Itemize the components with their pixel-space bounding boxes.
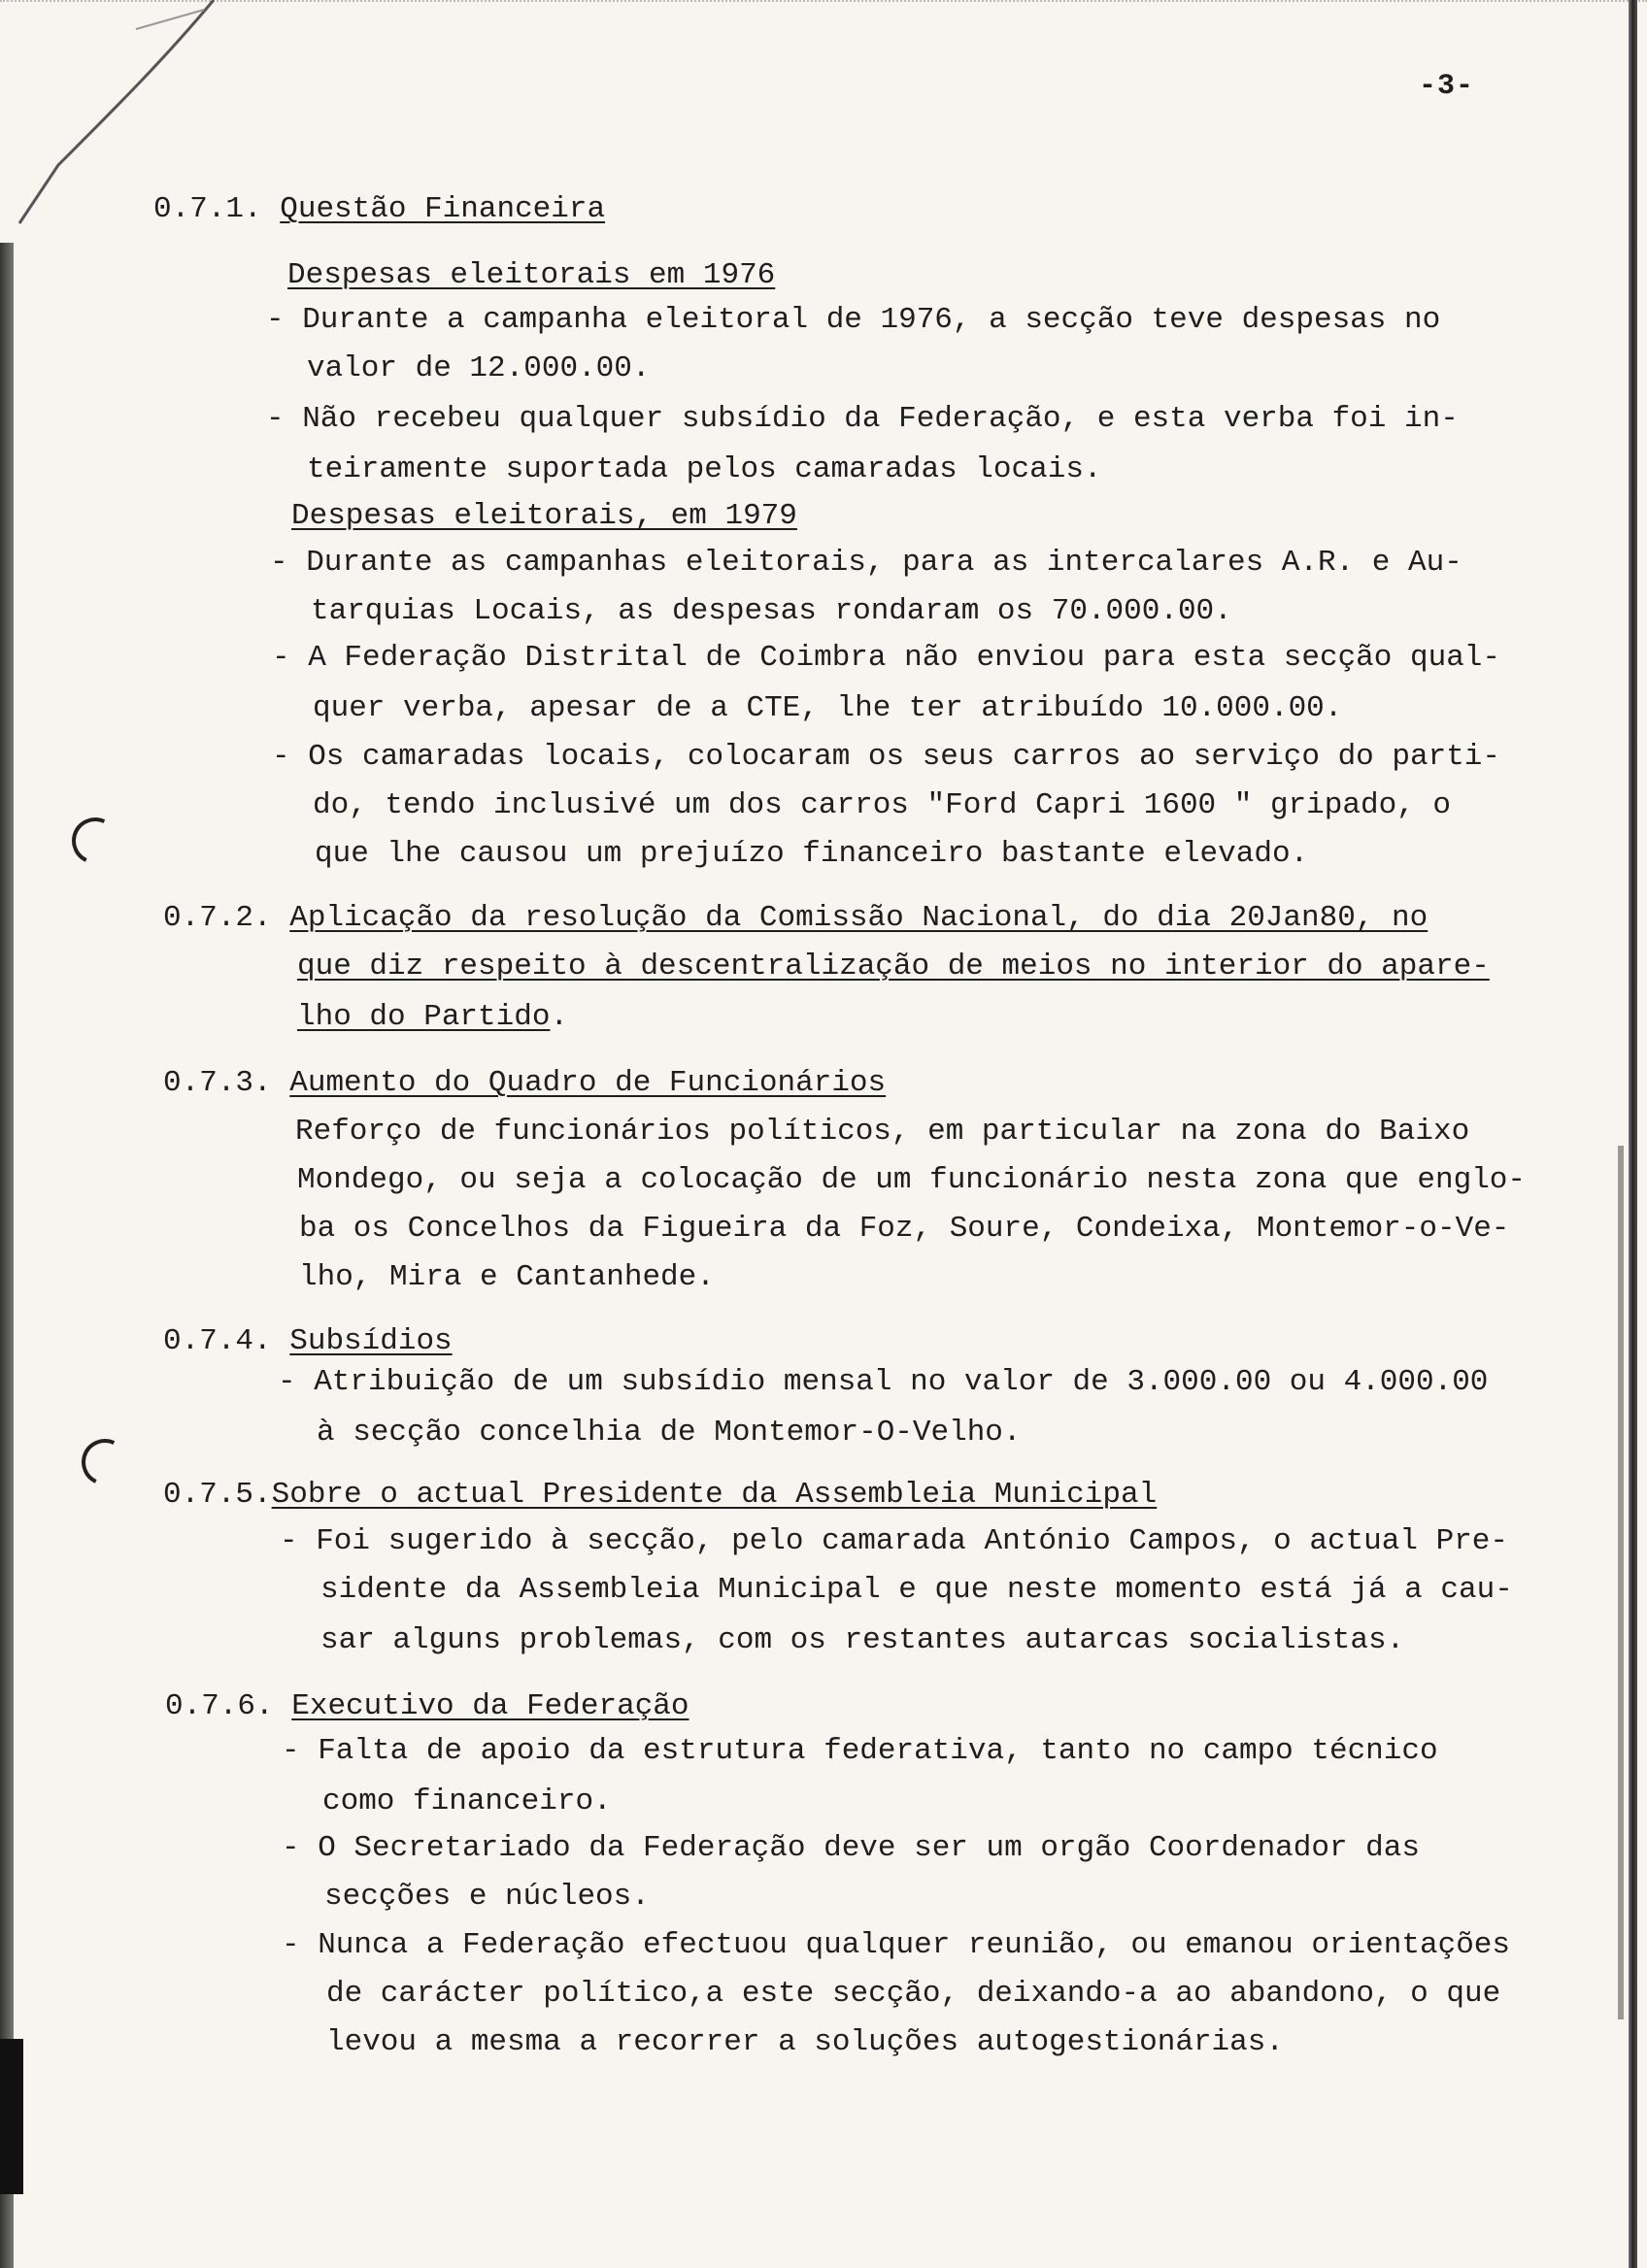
body-line: Mondego, ou seja a colocação de um funcionário nesta zona que englo-	[297, 1163, 1527, 1197]
section-0-7-5-heading	[163, 1478, 1157, 1513]
body-line: lho, Mira e Cantanhede.	[299, 1260, 715, 1294]
section-number: 0.7.3.	[163, 1066, 272, 1100]
bullet-line: - Atribuição de um subsídio mensal no valor de 3.000.00 ou 4.000.00	[278, 1365, 1489, 1399]
bullet-line: - Foi sugerido à secção, pelo camarada António Campos, o actual Pre-	[280, 1524, 1509, 1558]
bullet-line: - Durante as campanhas eleitorais, para as intercalares A.R. e Au-	[270, 546, 1462, 580]
bullet-line: teiramente suportada pelos camaradas locais.	[307, 452, 1102, 486]
bullet-line: - A Federação Distrital de Coimbra não enviou para esta secção qual-	[272, 641, 1501, 675]
section-title-line	[297, 1000, 568, 1035]
bullet-line: secções e núcleos.	[324, 1880, 650, 1914]
body-line: Reforço de funcionários políticos, em particular na zona do Baixo	[295, 1115, 1470, 1149]
bullet-line: sar alguns problemas, com os restantes autarcas socialistas.	[320, 1623, 1405, 1657]
section-title: Questão Financeira	[280, 192, 606, 226]
scan-left-clip	[0, 2039, 23, 2194]
section-title-period: .	[550, 1000, 569, 1034]
section-title: Sobre o actual Presidente da Assembleia Municipal	[271, 1478, 1158, 1512]
scan-right-edge	[1629, 0, 1637, 2268]
bullet-line: tarquias Locais, as despesas rondaram os 70.000.00.	[311, 594, 1232, 628]
bullet-line: - O Secretariado da Federação deve ser um orgão Coordenador das	[282, 1831, 1420, 1865]
section-title-line: Aplicação da resolução da Comissão Nacional, do dia 20Jan80, no	[289, 901, 1429, 935]
section-0-7-4-heading	[163, 1324, 453, 1359]
section-title: Aumento do Quadro de Funcionários	[289, 1066, 887, 1100]
section-title: Subsídios	[289, 1324, 453, 1358]
bullet-line: sidente da Assembleia Municipal e que neste momento está já a cau-	[320, 1573, 1513, 1607]
scan-left-edge	[0, 243, 14, 2268]
subheading-1976: Despesas eleitorais em 1976	[287, 258, 776, 292]
bullet-line: à secção concelhia de Montemor-O-Velho.	[317, 1416, 1022, 1450]
bullet-line: - Durante a campanha eleitoral de 1976, a secção teve despesas no	[266, 303, 1441, 337]
bullet-line: - Os camaradas locais, colocaram os seus carros ao serviço do parti-	[272, 740, 1501, 774]
bullet-line: - Nunca a Federação efectuou qualquer reunião, ou emanou orientações	[282, 1928, 1511, 1962]
bullet-line: como financeiro.	[322, 1784, 612, 1818]
bullet-line: quer verba, apesar de a CTE, lhe ter atribuído 10.000.00.	[313, 691, 1343, 725]
section-0-7-2-heading	[163, 901, 1428, 936]
bullet-line: - Falta de apoio da estrutura federativa, tanto no campo técnico	[282, 1734, 1438, 1768]
section-title-end: lho do Partido	[297, 1000, 551, 1034]
section-0-7-6-heading	[165, 1689, 689, 1724]
section-number: 0.7.1.	[153, 192, 262, 226]
scan-top-edge	[0, 0, 1647, 8]
bullet-line: valor de 12.000.00.	[307, 351, 651, 385]
body-line: ba os Concelhos da Figueira da Foz, Soure, Condeixa, Montemor-o-Ve-	[299, 1212, 1510, 1246]
bullet-line: de carácter político,a este secção, deixando-a ao abandono, o que	[326, 1977, 1501, 2011]
section-number: 0.7.2.	[163, 901, 272, 935]
section-0-7-1-heading	[153, 192, 605, 227]
section-title: Executivo da Federação	[291, 1689, 689, 1723]
section-title-line: que diz respeito à descentralização de meios no interior do apare-	[297, 950, 1490, 984]
subheading-1979: Despesas eleitorais, em 1979	[291, 499, 797, 533]
page-number: -3-	[1418, 70, 1474, 103]
bullet-line: - Não recebeu qualquer subsídio da Federação, e esta verba foi in-	[266, 402, 1459, 436]
punch-hole-1	[65, 811, 125, 871]
section-number: 0.7.5.	[163, 1478, 272, 1512]
section-0-7-3-heading	[163, 1066, 886, 1101]
section-number: 0.7.4.	[163, 1324, 272, 1358]
section-number: 0.7.6.	[165, 1689, 274, 1723]
bullet-line: levou a mesma a recorrer a soluções autogestionárias.	[326, 2025, 1284, 2059]
bullet-line: que lhe causou um prejuízo financeiro bastante elevado.	[315, 837, 1309, 871]
punch-hole-2	[75, 1432, 135, 1492]
bullet-line: do, tendo inclusivé um dos carros "Ford Capri 1600 " gripado, o	[313, 788, 1451, 822]
scan-right-shadow	[1618, 1146, 1624, 2019]
